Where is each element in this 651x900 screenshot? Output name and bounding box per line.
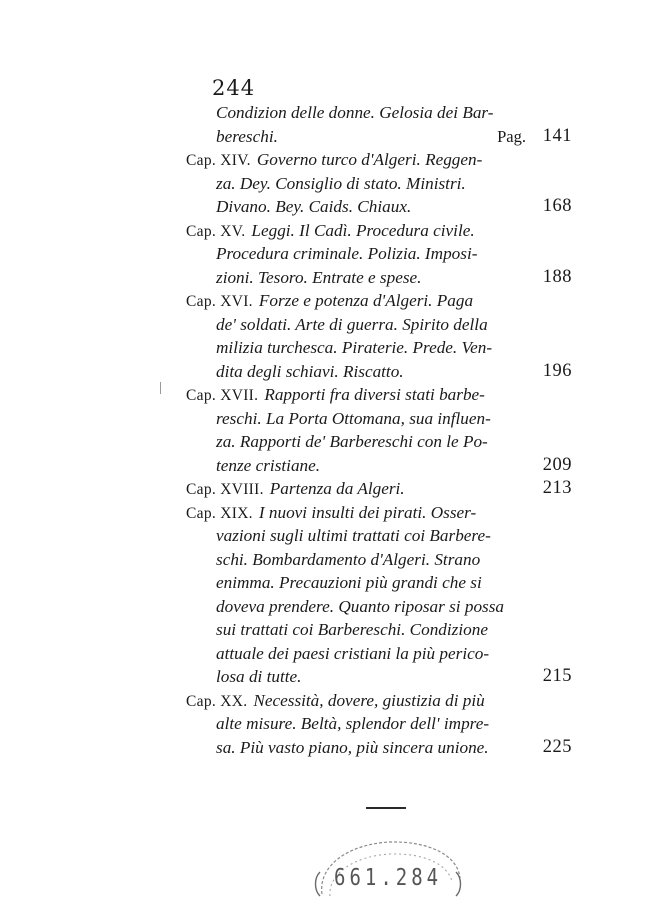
toc-entry xyxy=(186,477,572,501)
toc-entry-text: Rapporti fra diversi stati barbe- xyxy=(264,385,485,404)
page-number: 244 xyxy=(212,76,256,100)
chapter-number: XVIII. xyxy=(220,481,264,498)
toc-entry-text: attuale dei paesi cristiani la più perico- xyxy=(216,643,490,663)
toc-entry-text: Governo turco d'Algeri. Reggen- xyxy=(256,150,483,169)
toc-page-number: 141 xyxy=(542,125,572,146)
toc-entry xyxy=(186,689,572,760)
toc-entry-line xyxy=(186,336,572,360)
toc-entry xyxy=(186,501,572,689)
toc-entry-line xyxy=(186,430,572,454)
toc-entry-text: milizia turchesca. Piraterie. Prede. Ven- xyxy=(216,338,493,357)
toc-entry-line xyxy=(186,360,572,384)
toc-entry-text: bereschi. xyxy=(216,126,278,146)
stamp-number: 661.284 xyxy=(334,864,443,892)
toc-entry xyxy=(186,148,572,219)
chapter-label: Cap. xyxy=(186,387,217,404)
toc-page-number: 225 xyxy=(542,736,572,757)
toc-entry-line xyxy=(186,477,572,501)
chapter-label: Cap. xyxy=(186,293,217,310)
toc-entry-text: za. Rapporti de' Barbereschi con le Po- xyxy=(216,432,488,451)
chapter-number: XIX. xyxy=(220,504,253,522)
page-label: Pag. xyxy=(497,126,526,146)
stamp-left-bracket xyxy=(316,872,321,896)
toc-entry xyxy=(186,101,572,148)
chapter-label: Cap. xyxy=(186,504,217,522)
chapter-prefix xyxy=(186,223,245,240)
toc-entry-line xyxy=(186,407,572,431)
toc-entry-text: sui trattati coi Barbereschi. Condizione xyxy=(216,620,488,639)
toc-entry-line xyxy=(186,101,572,125)
chapter-prefix xyxy=(186,693,247,710)
toc-entry-text: alte misure. Beltà, splendor dell' impre- xyxy=(216,714,490,733)
toc-entry-text: zioni. Tesoro. Entrate e spese. xyxy=(216,267,422,287)
toc-page-number: 213 xyxy=(542,478,572,498)
toc-entry-text: Divano. Bey. Caids. Chiaux. xyxy=(216,197,412,216)
chapter-label: Cap. xyxy=(186,692,217,710)
toc-page-number: 209 xyxy=(542,454,572,475)
toc-entry-line xyxy=(186,148,572,172)
toc-entry-line xyxy=(186,642,572,666)
toc-entry-line xyxy=(186,712,572,736)
chapter-label: Cap. xyxy=(186,152,217,169)
toc-entry-text: vazioni sugli ultimi trattati coi Barbere- xyxy=(216,526,491,545)
toc-entry-text: dita degli schiavi. Riscatto. xyxy=(216,361,404,381)
chapter-number: XIV. xyxy=(220,152,251,169)
chapter-number: XVII. xyxy=(220,387,259,404)
chapter-prefix xyxy=(186,481,264,498)
toc-entry-text: Condizion delle donne. Gelosia dei Bar- xyxy=(216,103,494,122)
toc-entry-text: Procedura criminale. Polizia. Imposi- xyxy=(216,244,478,263)
chapter-number: XX. xyxy=(220,692,248,710)
toc-entry-line xyxy=(186,195,572,219)
toc-entry-line xyxy=(186,454,572,478)
toc-entry-line xyxy=(186,242,572,266)
toc-entry-line xyxy=(186,665,572,689)
toc-entry-line xyxy=(186,571,572,595)
toc-entry-line xyxy=(186,125,572,149)
toc-page-number: 215 xyxy=(542,666,572,686)
toc-entry-line xyxy=(186,289,572,313)
end-rule xyxy=(366,807,406,809)
toc-entry-line xyxy=(186,736,572,760)
toc-entry-line xyxy=(186,172,572,196)
toc-entry-line xyxy=(186,501,572,525)
toc-entry-line xyxy=(186,689,572,713)
toc-entry xyxy=(186,289,572,383)
toc-entry-text: Necessità, dovere, giustizia di più xyxy=(253,690,485,710)
chapter-number: XVI. xyxy=(220,293,253,310)
chapter-label: Cap. xyxy=(186,222,217,240)
toc-entry-text: tenze cristiane. xyxy=(216,455,321,475)
toc-entry-text: doveva prendere. Quanto riposar si possa xyxy=(216,596,505,616)
toc-entry xyxy=(186,219,572,290)
toc-entry-line xyxy=(186,266,572,290)
chapter-number: XV. xyxy=(220,222,246,240)
toc-page-number: 168 xyxy=(542,196,572,216)
stamp-right-bracket xyxy=(456,872,461,896)
margin-mark xyxy=(160,382,161,394)
toc-entry-line xyxy=(186,595,572,619)
toc-entry-line xyxy=(186,313,572,337)
toc-page-number: 196 xyxy=(542,360,572,381)
toc-entry-text: reschi. La Porta Ottomana, sua influen- xyxy=(216,408,491,428)
toc-entry-text: schi. Bombardamento d'Algeri. Strano xyxy=(216,549,481,569)
chapter-prefix xyxy=(186,293,253,310)
chapter-prefix xyxy=(186,387,258,404)
toc-entry-line xyxy=(186,219,572,243)
toc-entry-text: Forze e potenza d'Algeri. Paga xyxy=(258,291,474,310)
chapter-label: Cap. xyxy=(186,481,217,498)
toc-entry-line xyxy=(186,524,572,548)
toc-entry-text: Leggi. Il Cadì. Procedura civile. xyxy=(251,220,475,240)
toc-entry-text: Partenza da Algeri. xyxy=(269,479,405,498)
toc-entry-text: losa di tutte. xyxy=(216,667,302,686)
toc-page-number: 188 xyxy=(542,266,572,287)
toc-entry-text: I nuovi insulti dei pirati. Osser- xyxy=(258,502,477,522)
toc-entry-line xyxy=(186,618,572,642)
toc-entry-line xyxy=(186,383,572,407)
toc-entry-text: enimma. Precauzioni più grandi che si xyxy=(216,573,482,592)
toc-entry-text: sa. Più vasto piano, più sincera unione. xyxy=(216,737,489,757)
table-of-contents xyxy=(186,101,572,759)
toc-entry-line xyxy=(186,548,572,572)
chapter-prefix xyxy=(186,152,251,169)
toc-entry-text: de' soldati. Arte di guerra. Spirito della xyxy=(216,314,488,334)
chapter-prefix xyxy=(186,505,253,522)
toc-entry-text: za. Dey. Consiglio di stato. Ministri. xyxy=(216,173,466,193)
toc-entry xyxy=(186,383,572,477)
